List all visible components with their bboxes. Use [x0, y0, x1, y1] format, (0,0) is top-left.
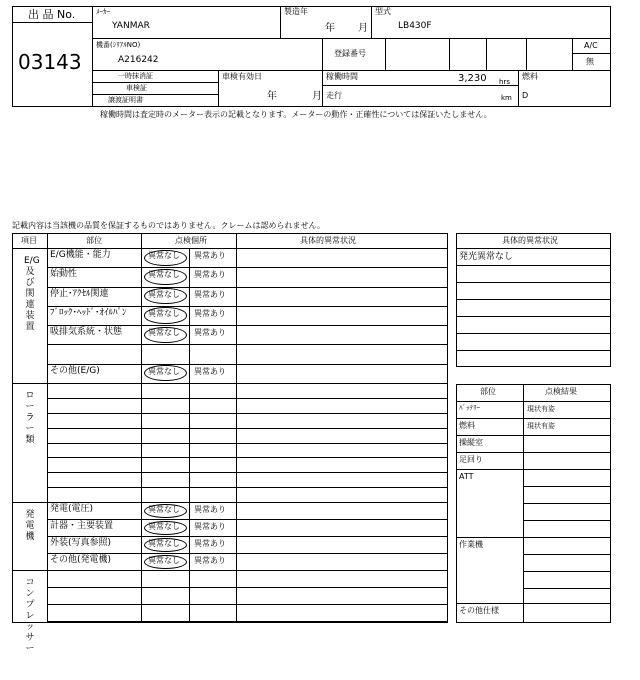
divider — [526, 38, 527, 70]
divider — [47, 325, 448, 326]
header-check: 点検個所 — [175, 236, 207, 245]
part-label: 発電(電圧) — [50, 504, 94, 514]
divider — [523, 588, 611, 589]
inspect-month-unit: 月 — [312, 91, 322, 102]
fuel-label: 燃料 — [522, 72, 538, 81]
divider — [456, 299, 611, 300]
divider — [486, 38, 487, 70]
divider — [47, 398, 448, 399]
divider — [47, 306, 448, 307]
divider — [92, 6, 93, 107]
abnormal-label[interactable]: 異常あり — [194, 522, 226, 531]
month-unit: 月 — [358, 23, 368, 34]
normal-label: 異常なし — [148, 539, 180, 548]
result-header-part: 部位 — [480, 387, 496, 396]
inspect-year-unit: 年 — [267, 91, 277, 102]
maker-value: YANMAR — [112, 21, 150, 31]
part-label: 吸排気系統・状態 — [50, 327, 123, 338]
divider — [92, 38, 611, 39]
divider — [322, 38, 323, 70]
distance-label: 走行 — [326, 91, 342, 100]
result-part-label: 燃料 — [459, 421, 475, 430]
divider — [47, 604, 448, 605]
normal-label: 異常なし — [148, 270, 180, 280]
cert1-label: 一時抹消証 — [118, 72, 153, 80]
abnormal-label[interactable]: 異常あり — [194, 289, 226, 299]
divider — [92, 94, 218, 95]
section-label: E/G及び関連装置 — [24, 256, 40, 332]
divider — [47, 413, 448, 414]
model-value: LB430F — [398, 21, 432, 31]
divider — [92, 82, 218, 83]
header-part: 部位 — [86, 236, 102, 245]
normal-label: 異常なし — [148, 522, 180, 531]
header-item: 項目 — [21, 236, 37, 245]
abnormal-label[interactable]: 異常あり — [194, 539, 226, 548]
hours-label: 稼働時間 — [326, 72, 358, 81]
cert2-label: 車検証 — [126, 84, 147, 92]
normal-label: 異常なし — [148, 308, 180, 318]
divider — [456, 469, 611, 470]
part-label: その他(E/G) — [50, 365, 100, 376]
divider — [47, 487, 448, 488]
divider — [456, 452, 611, 453]
divider — [385, 38, 386, 70]
header-detail: 具体的異常状況 — [300, 236, 356, 245]
year-label: 製造年 — [284, 7, 308, 16]
ac-label: A/C — [584, 41, 598, 50]
divider — [218, 70, 219, 107]
result-part-label: ﾊﾞｯﾃﾘｰ — [459, 404, 480, 412]
section-label: ローラー類 — [25, 391, 35, 445]
divider — [189, 248, 190, 623]
divider — [456, 265, 611, 266]
divider — [456, 316, 611, 317]
result-header-result: 点検結果 — [545, 387, 577, 396]
divider — [47, 472, 448, 473]
ac-value: 無 — [586, 57, 594, 66]
serial-label: 機番(ｼﾘｱﾙNO) — [96, 41, 141, 49]
normal-label: 異常なし — [148, 328, 180, 338]
serial-value: A216242 — [118, 55, 159, 65]
divider — [47, 457, 448, 458]
divider — [47, 344, 448, 345]
divider — [518, 70, 519, 107]
abnormal-label[interactable]: 異常あり — [194, 366, 226, 376]
divider — [47, 267, 448, 268]
divider — [47, 519, 448, 520]
divider — [12, 502, 448, 503]
normal-label: 異常なし — [148, 505, 180, 514]
abnormal-label[interactable]: 異常あり — [194, 556, 226, 565]
divider — [523, 571, 611, 572]
result-part-label: その他仕様 — [459, 606, 499, 615]
divider — [47, 536, 448, 537]
result-value: 現状有姿 — [527, 422, 555, 430]
part-label: 始動性 — [50, 269, 78, 280]
divider — [47, 553, 448, 554]
normal-label: 異常なし — [148, 366, 180, 376]
year-unit: 年 — [325, 23, 335, 34]
result-part-label: 操縦室 — [459, 438, 483, 447]
divider — [47, 443, 448, 444]
divider — [456, 435, 611, 436]
maker-label: ﾒｰｶｰ — [96, 8, 110, 16]
normal-label: 異常なし — [148, 251, 180, 260]
reg-label: 登録番号 — [334, 49, 366, 58]
part-label: 外装(写真参照) — [50, 538, 112, 548]
part-label: 停止･ｱｸｾﾙ関連 — [50, 288, 109, 299]
divider — [456, 401, 611, 402]
section-label: コンプレッサー — [25, 578, 35, 654]
divider — [280, 6, 281, 38]
abnormal-label[interactable]: 異常あり — [194, 270, 226, 280]
section-label: 発電機 — [25, 510, 35, 542]
divider — [12, 248, 448, 249]
divider — [92, 70, 611, 71]
divider — [456, 350, 611, 351]
hours-unit: hrs — [499, 78, 510, 86]
divider — [371, 6, 372, 38]
divider — [523, 554, 611, 555]
divider — [47, 587, 448, 588]
result-part-label: ATT — [459, 472, 474, 481]
divider — [523, 486, 611, 487]
result-part-label: 足回り — [459, 455, 483, 464]
hours-value: 3,230 — [458, 73, 487, 84]
divider — [47, 428, 448, 429]
abnormal-label[interactable]: 異常あり — [194, 251, 226, 260]
abnormal-label[interactable]: 異常あり — [194, 505, 226, 514]
divider — [47, 621, 448, 622]
divider — [12, 22, 92, 23]
part-label: 計器・主要装置 — [50, 521, 114, 531]
right-detail-header: 具体的異常状況 — [502, 236, 558, 245]
divider — [523, 520, 611, 521]
divider — [523, 503, 611, 504]
part-label: E/G機能・能力 — [50, 250, 111, 260]
divider — [456, 418, 611, 419]
part-label: ﾌﾞﾛｯｸ･ﾍｯﾄﾞ･ｵｲﾙﾊﾟﾝ — [50, 307, 127, 318]
inspect-label: 車検有効日 — [222, 72, 262, 81]
model-label: 型式 — [375, 7, 391, 16]
lot-number: 03143 — [18, 50, 82, 74]
normal-label: 異常なし — [148, 289, 180, 299]
divider — [456, 537, 611, 538]
lot-label: 出 品 No. — [28, 8, 76, 21]
divider — [47, 287, 448, 288]
divider — [456, 282, 611, 283]
divider — [322, 70, 323, 107]
normal-label: 異常なし — [148, 556, 180, 565]
result-value: 現状有姿 — [527, 405, 555, 413]
distance-unit: km — [501, 94, 512, 102]
right-detail-first-row: 発光異常なし — [459, 252, 514, 262]
divider — [12, 570, 448, 571]
result-part-label: 作業機 — [459, 540, 483, 549]
abnormal-label[interactable]: 異常あり — [194, 308, 226, 318]
divider — [456, 333, 611, 334]
divider — [322, 85, 518, 86]
divider — [456, 248, 611, 249]
header-note: 稼働時間は査定時のメーター表示の記載となります。メーターの動作・正確性については保証いたしません。 — [100, 110, 492, 119]
abnormal-label[interactable]: 異常あり — [194, 328, 226, 338]
divider — [47, 364, 448, 365]
divider — [572, 53, 611, 54]
fuel-value: D — [522, 91, 529, 100]
cert3-label: 譲渡証明書 — [108, 96, 143, 104]
divider — [12, 383, 448, 384]
part-label: その他(発電機) — [50, 555, 112, 565]
divider — [456, 603, 611, 604]
disclaimer: 記載内容は当該機の品質を保証するものではありません。クレームは認められません。 — [12, 221, 325, 230]
divider — [449, 38, 450, 70]
divider — [572, 38, 573, 70]
